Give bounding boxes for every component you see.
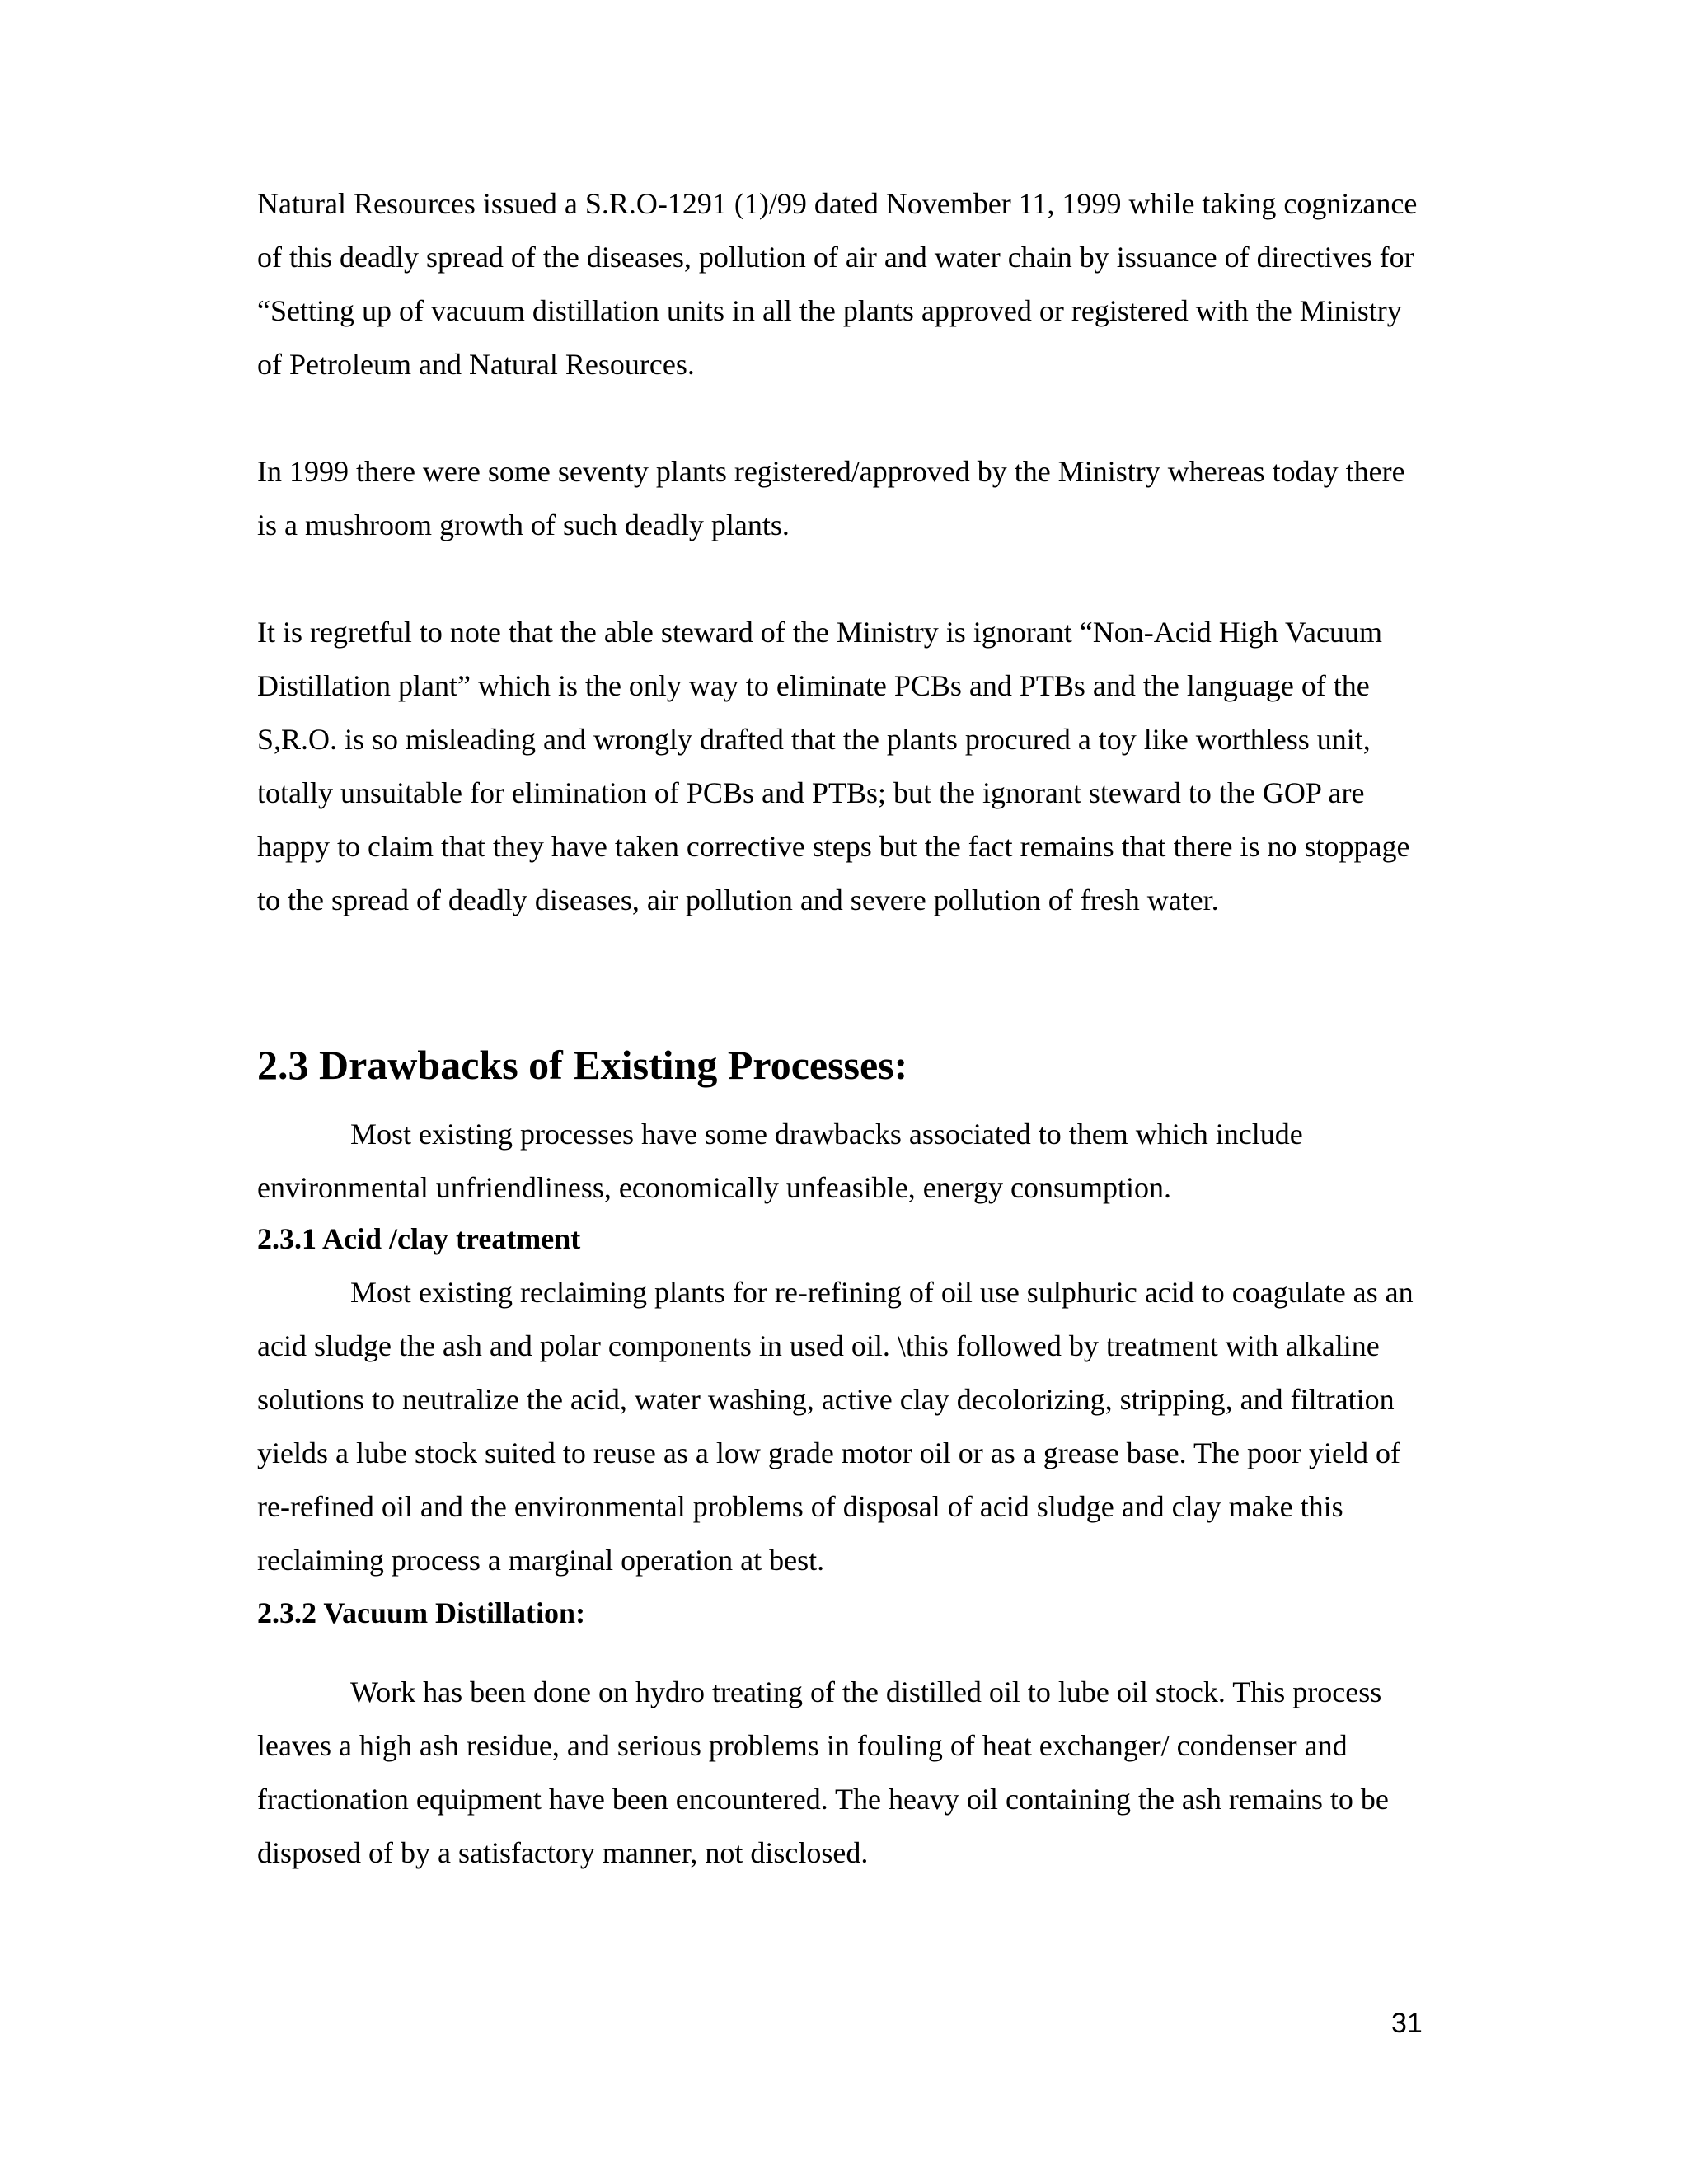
subsection-heading-acid-clay: 2.3.1 Acid /clay treatment bbox=[257, 1222, 581, 1255]
section-heading-drawbacks: 2.3 Drawbacks of Existing Processes: bbox=[257, 1042, 908, 1088]
subsection-heading-vacuum-distillation: 2.3.2 Vacuum Distillation: bbox=[257, 1596, 586, 1629]
paragraph-acid-clay-treatment: Most existing reclaiming plants for re-refining of oil use sulphuric acid to coagulate as an acid sludge the ash and polar components in used oil. \this followed by treatment with alkaline solutions to neutralize the acid, water washing, active clay decolorizing, stripping, and filtration yields a lube stock suited to reuse as a low grade motor oil or as a grease base. The poor yield of re-refined oil and the environmental problems of disposal of acid sludge and clay make this reclaiming process a marginal operation at best. bbox=[257, 1276, 1414, 1577]
paragraph-vacuum-distillation: Work has been done on hydro treating of the distilled oil to lube oil stock. This process leaves a high ash residue, and serious problems in fouling of heat exchanger/ condenser and fractionation equipment have been encountered. The heavy oil containing the ash remains to be disposed of by a satisfactory manner, not disclosed. bbox=[257, 1675, 1389, 1869]
paragraph-sro-issuance: Natural Resources issued a S.R.O-1291 (1)/99 dated November 11, 1999 while taking cognizance of this deadly spread of the diseases, pollution of air and water chain by issuance of directives for “Setting up of vacuum distillation units in all the plants approved or registered with the Ministry of Petroleum and Natural Resources. bbox=[257, 187, 1418, 381]
page-number: 31 bbox=[1391, 2008, 1423, 2039]
paragraph-plants-1999: In 1999 there were some seventy plants registered/approved by the Ministry whereas today there is a mushroom growth of such deadly plants. bbox=[257, 455, 1405, 541]
paragraph-drawbacks-intro: Most existing processes have some drawbacks associated to them which include environmental unfriendliness, economically unfeasible, energy consumption. bbox=[257, 1118, 1303, 1204]
paragraph-ministry-ignorance: It is regretful to note that the able steward of the Ministry is ignorant “Non-Acid High Vacuum Distillation plant” which is the only way to eliminate PCBs and PTBs and the language of the S,R.O. is so misleading and wrongly drafted that the plants procured a toy like worthless unit, totally unsuitable for elimination of PCBs and PTBs; but the ignorant steward to the GOP are happy to claim that they have taken corrective steps but the fact remains that there is no stoppage to the spread of deadly diseases, air pollution and severe pollution of fresh water. bbox=[257, 616, 1410, 916]
